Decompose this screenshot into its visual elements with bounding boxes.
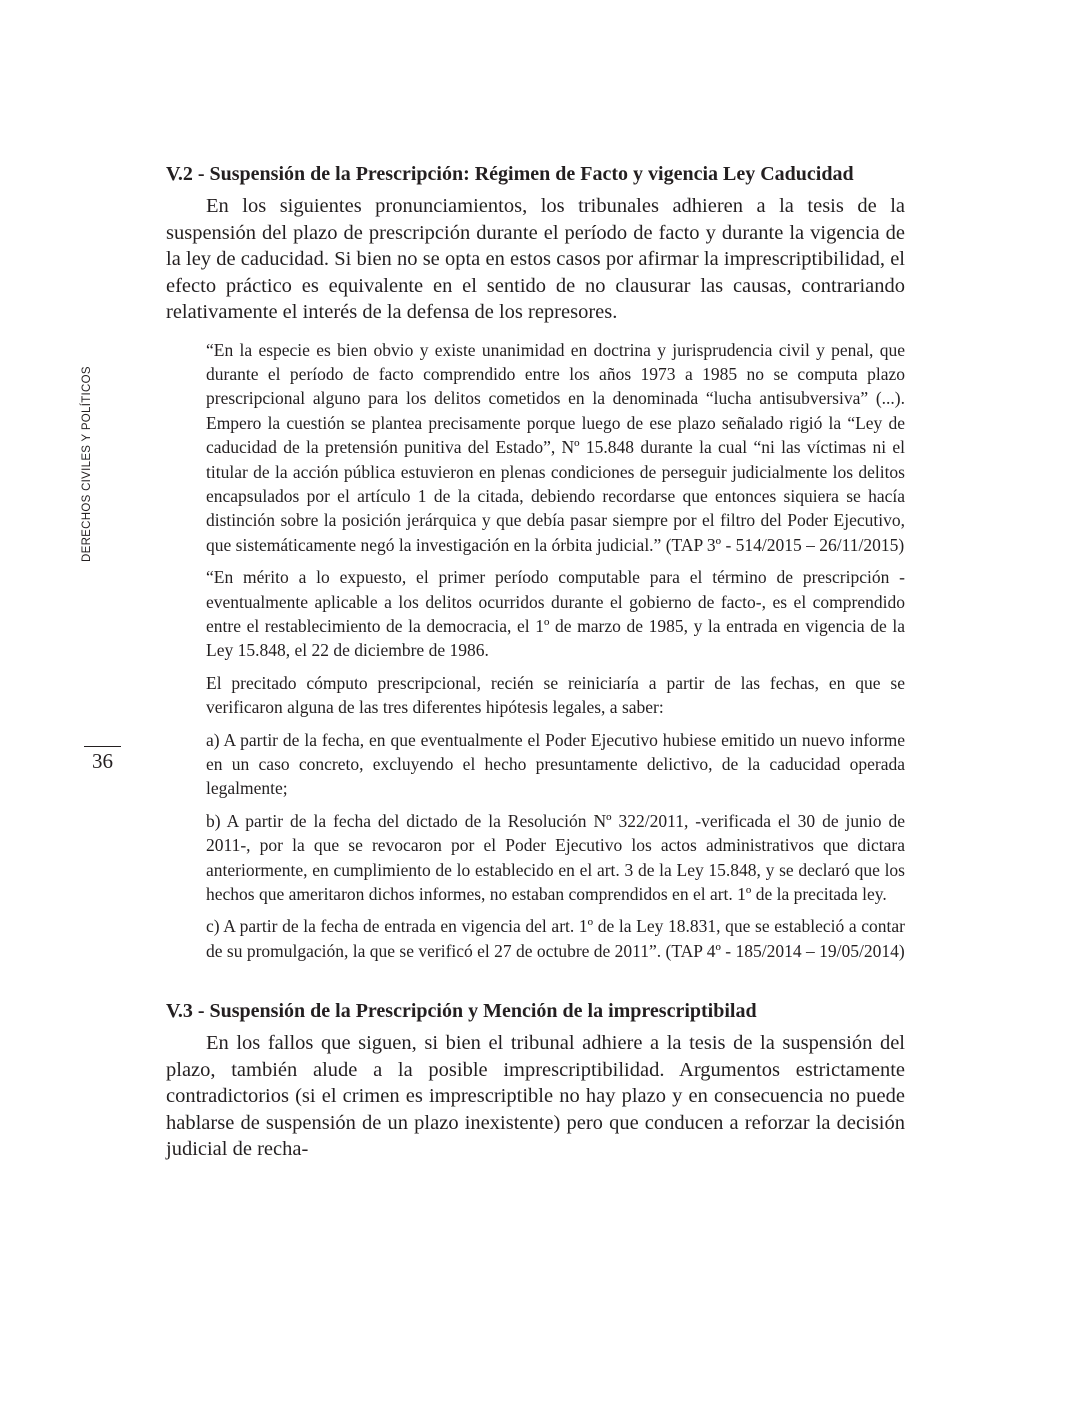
running-section-label: DERECHOS CIVILES Y POLÍTICOS	[81, 366, 93, 562]
quote-paragraph: El precitado cómputo prescripcional, recién se reiniciaría a partir de las fechas, en que se verificaron alguna de las tres diferentes hipótesis legales, a saber:	[206, 672, 905, 718]
section-v2-heading: V.2 - Suspensión de la Prescripción: Régimen de Facto y vigencia Ley Caducidad	[166, 163, 854, 185]
quote-paragraph: “En la especie es bien obvio y existe unanimidad en doctrina y jurisprudencia civil y penal, que durante el período de facto comprendido entre los años 1973 a 1985 no se computa plazo prescripcional alguno para los delitos cometidos en la denominada “lucha antisubversiva” (...). Empero la cuestión se plantea precisamente porque luego de ese plazo señalado rigió la “Ley de caducidad de la pretensión punitiva del Estado”, Nº 15.848 durante la cual “ni las víctimas ni el titular de la acción pública estuvieron en plenas condiciones de perseguir judicialmente los delitos encapsulados por el artículo 1 de la citada, debiendo recordarse que entonces siquiera se hacía distinción sobre la posición jerárquica y que debía pasar siempre por el filtro del Poder Ejecutivo, que sistemáticamente negó la investigación en la órbita judicial.” (TAP 3º - 514/2015 – 26/11/2015)	[206, 339, 905, 555]
section-v2-intro: En los siguientes pronunciamientos, los tribunales adhieren a la tesis de la suspensión del plazo de prescripción durante el período de facto y durante la vigencia de la ley de caducidad. Si bien no se opta en estos casos por afirmar la imprescriptibilidad, el efecto práctico es equivalente en el sentido de no clausurar las causas, contrariando relativamente el interés de la defensa de los represores.	[166, 195, 905, 323]
page-body	[166, 160, 905, 1163]
section-v3-heading: V.3 - Suspensión de la Prescripción y Mención de la imprescriptibilad	[166, 1000, 757, 1023]
page-number: 36	[92, 749, 113, 773]
quote-paragraph: b) A partir de la fecha del dictado de la Resolución Nº 322/2011, -verificada el 30 de junio de 2011-, por la que se revocaron por el Poder Ejecutivo los actos administrativos que dictara anteriormente, en cumplimiento de lo establecido en el art. 3 de la Ley 15.848, y se declaró que los hechos que ameritaron dichos informes, no estaban comprendidos en el art. 1º de la precitada ley.	[206, 810, 905, 905]
quote-paragraph: “En mérito a lo expuesto, el primer período computable para el término de prescripción -eventualmente aplicable a los delitos ocurridos durante el gobierno de facto-, es el comprendido entre el restablecimiento de la democracia, el 1º de marzo de 1985, y la entrada en vigencia de la Ley 15.848, el 22 de diciembre de 1986.	[206, 567, 905, 661]
quote-paragraph: a) A partir de la fecha, en que eventualmente el Poder Ejecutivo hubiese emitido un nuevo informe en un caso concreto, excluyendo el hecho presuntamente delictivo, de la caducidad operada legalmente;	[206, 729, 905, 799]
section-v2-quotes	[206, 338, 905, 964]
quote-paragraph: c) A partir de la fecha de entrada en vigencia del art. 1º de la Ley 18.831, que se estableció a contar de su promulgación, la que se verificó el 27 de octubre de 2011”. (TAP 4º - 185/2014 – 19/05/2014)	[206, 916, 905, 961]
page-number-rule	[84, 746, 121, 747]
section-v3-intro: En los fallos que siguen, si bien el tribunal adhiere a la tesis de la suspensión del plazo, también alude a la posible imprescriptibilidad. Argumentos estrictamente contradictorios (si el crimen es imprescriptible no hay plazo y en consecuencia no puede hablarse de suspensión de un plazo inexistente) pero que conducen a reforzar la decisión judicial de recha-	[166, 1032, 905, 1161]
